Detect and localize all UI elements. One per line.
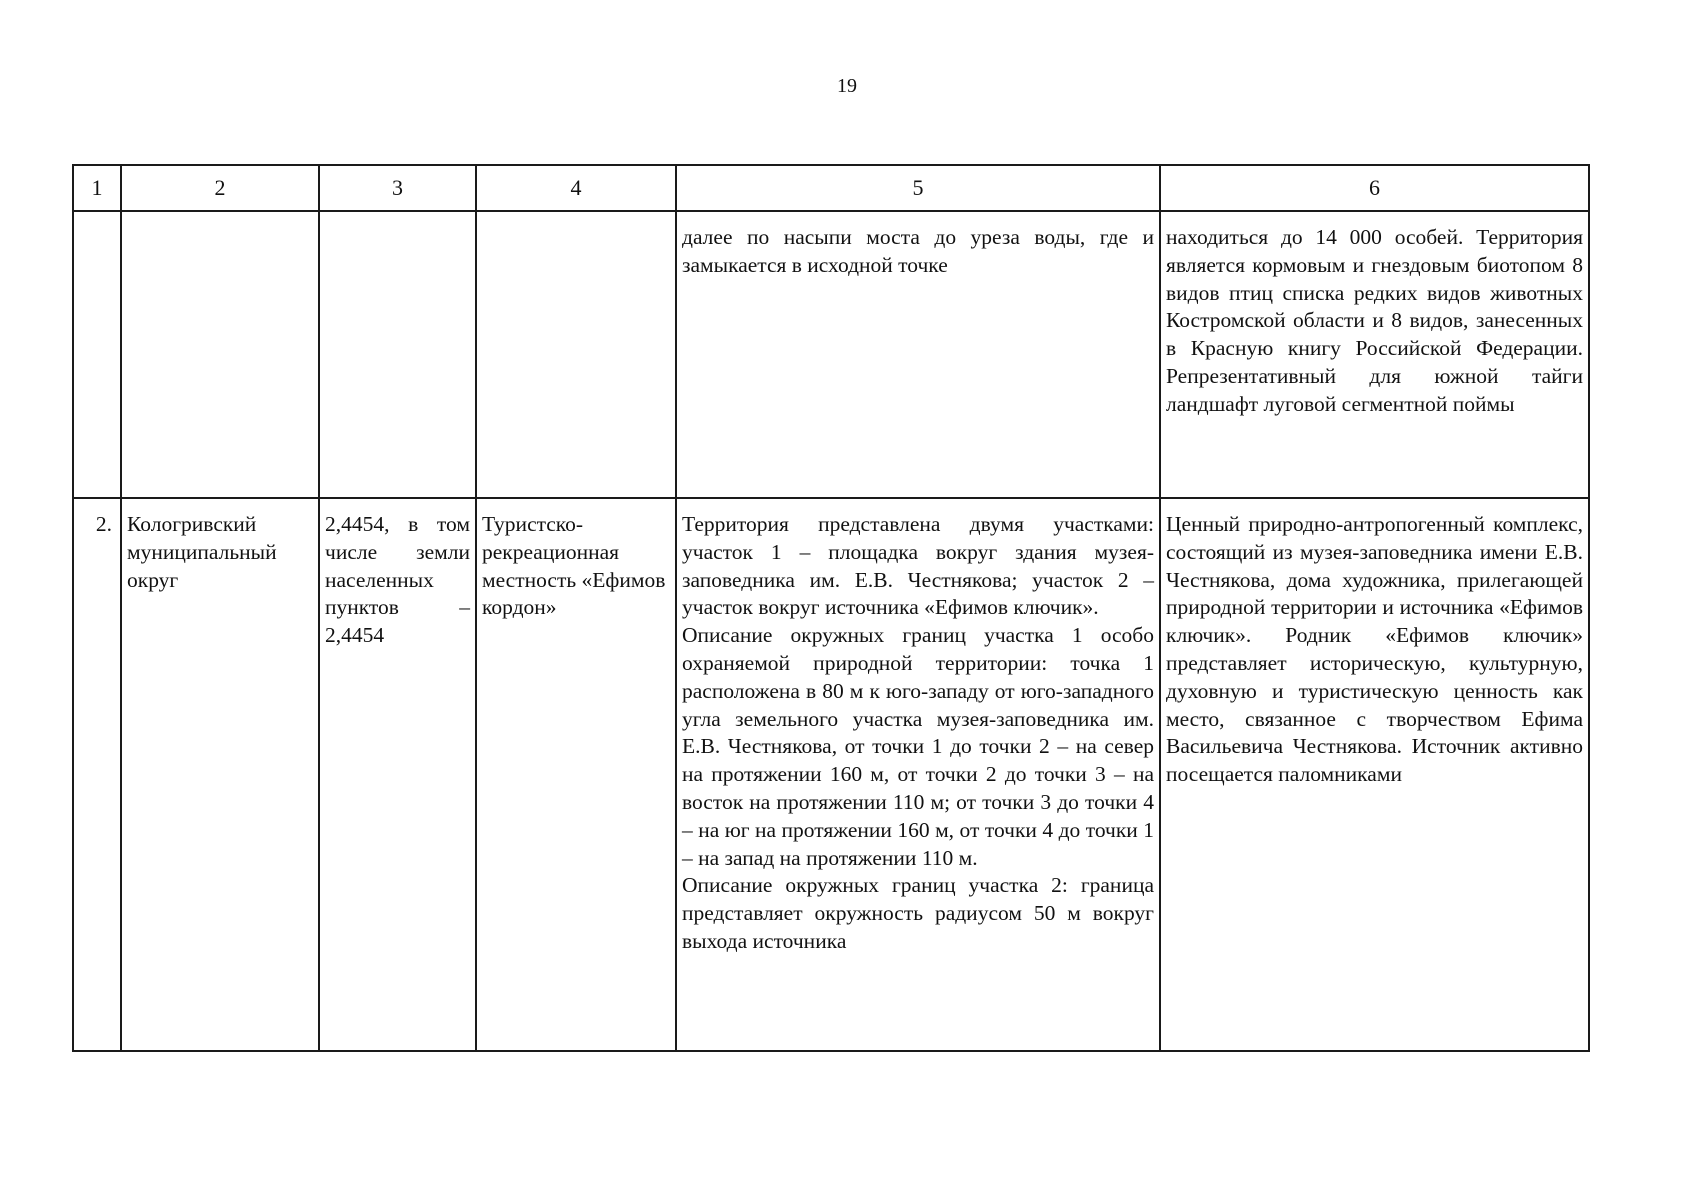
boundaries-paragraph: Описание окружных границ участка 1 особо охраняемой природной территории: точка 1 расположена в 80 м к юго-западу от юго-западного угла земельного участка музея-заповедника им. Е.В. Честнякова, от точки 1 до точки 2 – на север на протяжении 160 м, от точки 2 до точки 3 – на восток на протяжении 110 м; от точки 3 до точки 4 – на юг на протяжении 160 м, от точки 4 до точки 1 – на запад на протяжении 110 м. [682,623,1154,870]
table-row [73,211,1589,498]
cell-boundaries [676,498,1160,1051]
header-cell-1: 1 [73,165,121,211]
cell-area-name [476,211,676,498]
table-row [73,498,1589,1051]
cell-municipality [121,211,319,498]
protected-areas-table [72,164,1590,1052]
header-cell-5: 5 [676,165,1160,211]
cell-area: 2,4454, в том числе земли населенных пунктов – 2,4454 [319,498,476,1051]
header-cell-3: 3 [319,165,476,211]
cell-municipality: Кологривский муниципальный округ [121,498,319,1051]
cell-description: Ценный природно-антропогенный комплекс, состоящий из музея-заповедника имени Е.В. Честнякова, дома художника, прилегающей природной территории и источника «Ефимов ключик». Родник «Ефимов ключик» представляет историческую, культурную, духовную и туристическую ценность как место, связанное с творчеством Ефима Васильевича Честнякова. Источник активно посещается паломниками [1160,498,1589,1051]
cell-number: 2. [73,498,121,1051]
page-number: 19 [837,75,857,97]
boundaries-paragraph: Территория представлена двумя участками: участок 1 – площадка вокруг здания музея-заповедника им. Е.В. Честнякова; участок 2 – участок вокруг источника «Ефимов ключик». [682,512,1154,620]
table-header-row [73,165,1589,211]
header-cell-2: 2 [121,165,319,211]
cell-number [73,211,121,498]
boundaries-paragraph: Описание окружных границ участка 2: граница представляет окружность радиусом 50 м вокруг выхода источника [682,873,1154,953]
cell-description: находиться до 14 000 особей. Территория является кормовым и гнездовым биотопом 8 видов птиц списка редких видов животных Костромской области и 8 видов, занесенных в Красную книгу Российской Федерации. Репрезентативный для южной тайги ландшафт луговой сегментной поймы [1160,211,1589,498]
cell-area [319,211,476,498]
cell-boundaries: далее по насыпи моста до уреза воды, где и замыкается в исходной точке [676,211,1160,498]
header-cell-4: 4 [476,165,676,211]
header-cell-6: 6 [1160,165,1589,211]
cell-area-name: Туристско-рекреационная местность «Ефимов кордон» [476,498,676,1051]
